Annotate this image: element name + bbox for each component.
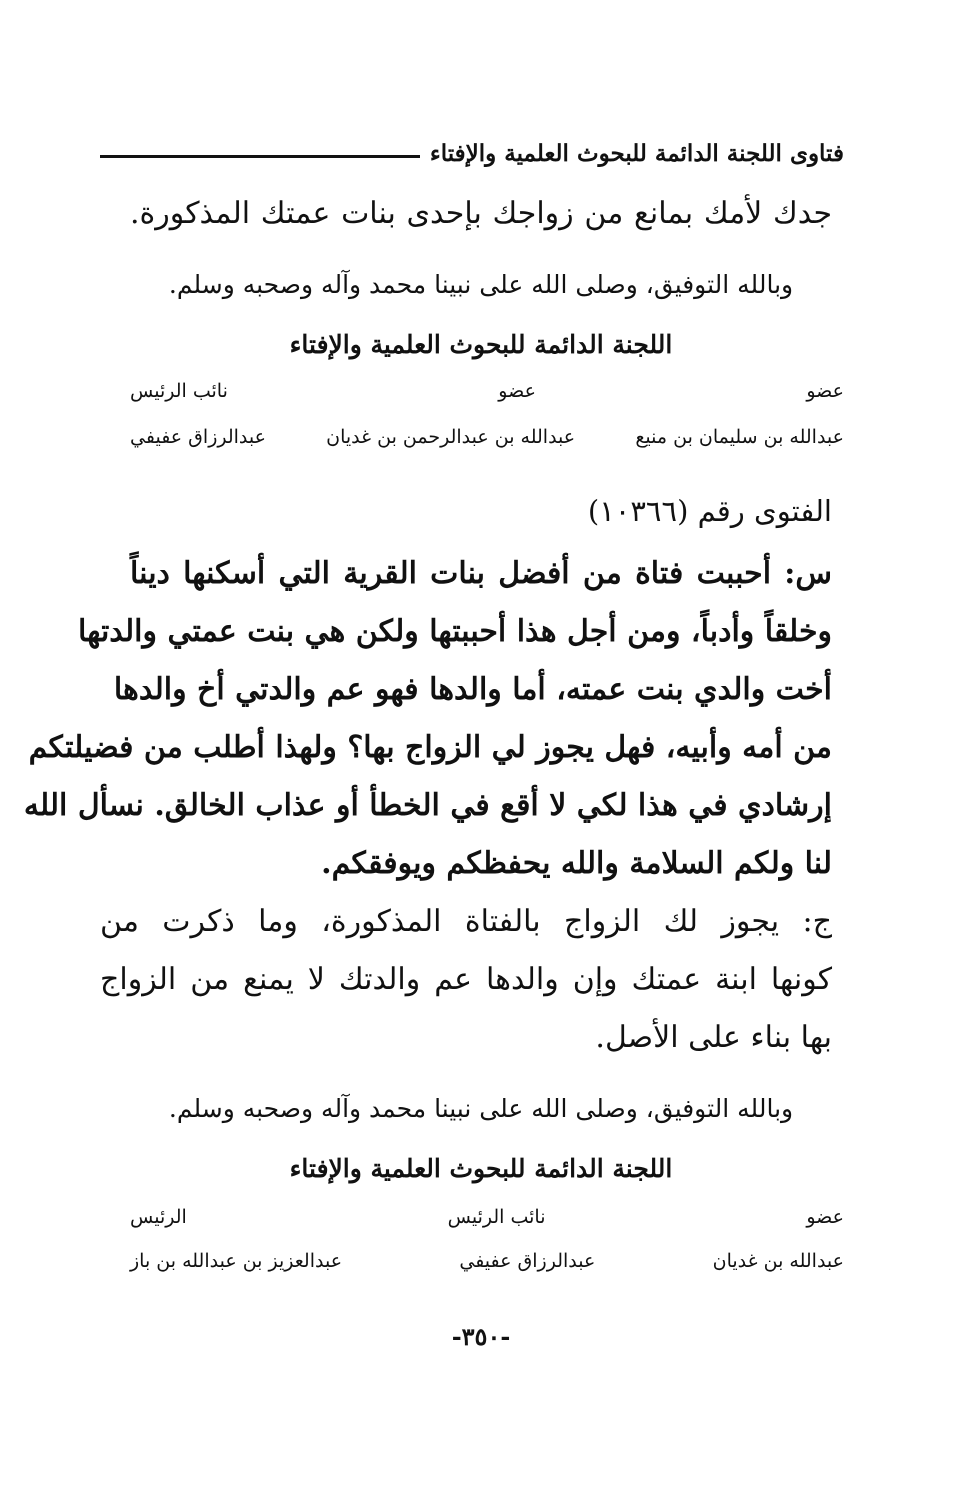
question-line: أخت والدي بنت عمته، أما والدها فهو عم والدتي أخ والدها xyxy=(113,672,832,707)
fatwa-signatures-roles xyxy=(130,1206,844,1228)
answer-block xyxy=(100,904,832,1064)
question-block xyxy=(23,556,832,886)
committee-name: اللجنة الدائمة للبحوث العلمية والإفتاء xyxy=(289,330,673,359)
running-header xyxy=(100,136,844,170)
fatwa-number-block xyxy=(130,494,832,540)
signatory-name: عبدالعزيز بن عبدالله بن باز xyxy=(130,1250,343,1272)
signatory-role: عضو xyxy=(806,1206,844,1228)
closing-line: وبالله التوفيق، وصلى الله على نبينا محمد وآله وصحبه وسلم. xyxy=(168,1094,794,1123)
previous-fatwa-closing xyxy=(130,270,832,314)
signatory-name: عبدالرزاق عفيفي xyxy=(130,426,266,448)
question-line: من أمه وأبيه، فهل يجوز لي الزواج بها؟ ولهذا أطلب من فضيلتكم xyxy=(28,730,832,765)
signatory-role: عضو xyxy=(806,380,844,402)
fatwa-closing xyxy=(130,1094,832,1138)
previous-signatures-names xyxy=(130,426,844,448)
previous-signatures-roles xyxy=(130,380,844,402)
answer-line: بها بناء على الأصل. xyxy=(595,1020,832,1055)
closing-line: وبالله التوفيق، وصلى الله على نبينا محمد وآله وصحبه وسلم. xyxy=(168,270,794,299)
question-line: س: أحببت فتاة من أفضل بنات القرية التي أسكنها ديناً xyxy=(130,556,832,591)
signatory-role: عضو xyxy=(498,380,536,402)
signatory-role: نائب الرئيس xyxy=(447,1206,546,1228)
signatory-name: عبدالله بن عبدالرحمن بن غديان xyxy=(326,426,576,448)
question-line: وخلقاً وأدباً، ومن أجل هذا أحببتها ولكن هي بنت عمتي والدتها xyxy=(77,614,832,649)
running-title: فتاوى اللجنة الدائمة للبحوث العلمية والإفتاء xyxy=(429,139,844,167)
signatory-name: عبدالله بن سليمان بن منيع xyxy=(635,426,844,448)
answer-line: كونها ابنة عمتك وإن والدها عم والدتك لا يمنع من الزواج xyxy=(100,962,832,997)
committee-name: اللجنة الدائمة للبحوث العلمية والإفتاء xyxy=(289,1154,673,1183)
signatory-role: الرئيس xyxy=(130,1206,187,1228)
signatory-name: عبدالله بن غديان xyxy=(712,1250,844,1272)
page-number: -٣٥٠- xyxy=(451,1322,511,1351)
question-line: إرشادي في هذا لكي لا أقع في الخطأ أو عذاب الخالق. نسأل الله xyxy=(23,788,832,823)
continuation-line: جدك لأمك بمانع من زواجك بإحدى بنات عمتك المذكورة. xyxy=(130,196,832,231)
signatory-role: نائب الرئيس xyxy=(130,380,228,402)
previous-fatwa-continuation xyxy=(130,196,832,256)
signatory-name: عبدالرزاق عفيفي xyxy=(459,1250,596,1272)
fatwa-committee-block xyxy=(130,1154,832,1194)
answer-line: ج: يجوز لك الزواج بالفتاة المذكورة، وما ذكرت من xyxy=(100,904,832,939)
fatwa-number: الفتوى رقم (١٠٣٦٦) xyxy=(587,494,832,528)
question-line: لنا ولكم السلامة والله يحفظكم ويوفقكم. xyxy=(321,846,832,881)
header-rule xyxy=(100,155,420,158)
fatwa-signatures-names xyxy=(130,1250,844,1272)
previous-committee-block xyxy=(130,330,832,370)
